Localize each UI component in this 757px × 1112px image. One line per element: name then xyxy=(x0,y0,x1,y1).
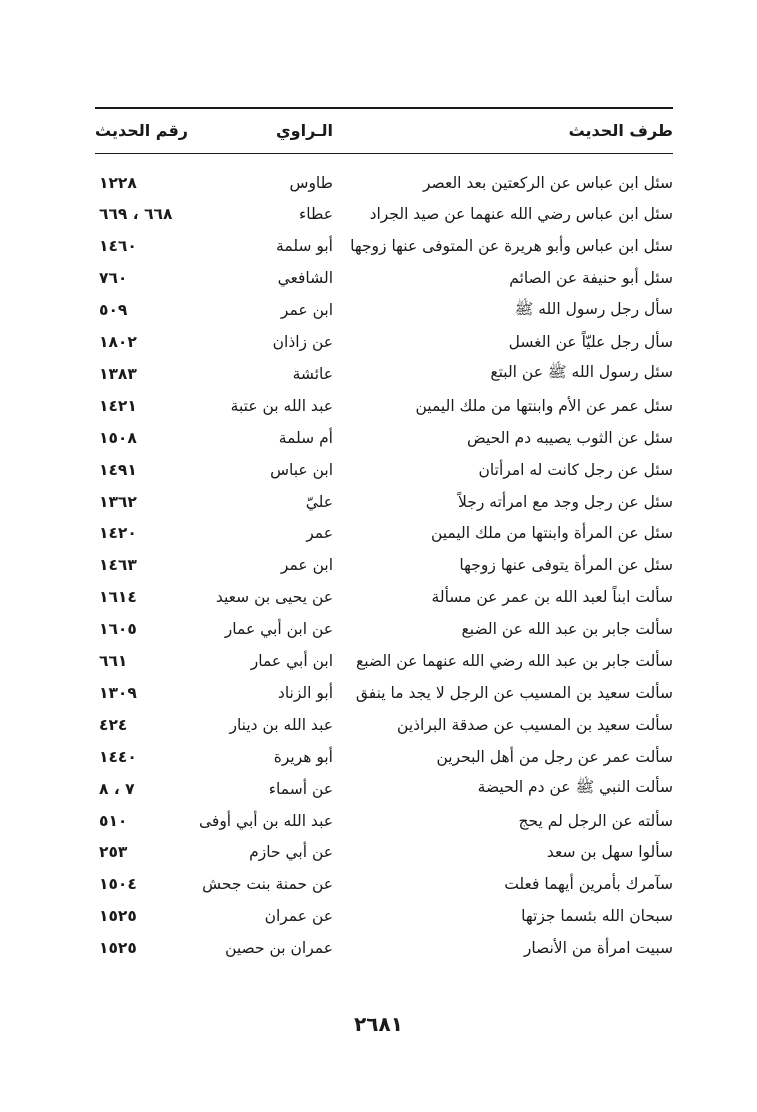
hadith-text: سئل عن رجل وجد مع امرأته رجلاً xyxy=(458,492,673,511)
hadith-number: ١٥٢٥ xyxy=(99,907,137,926)
rawi-name: ابن عمر xyxy=(280,556,333,575)
hadith-number: ١٤٦٠ xyxy=(99,237,137,256)
table-row xyxy=(95,421,673,454)
hadith-number: ١٢٢٨ xyxy=(99,173,137,192)
hadith-number: ٥١٠ xyxy=(99,811,128,830)
table-row xyxy=(95,198,673,231)
table-header xyxy=(95,112,673,148)
hadith-number: ٤٢٤ xyxy=(99,715,128,734)
table-row xyxy=(95,676,673,709)
rawi-name: عن ابن أبي عمار xyxy=(224,620,333,639)
hadith-text: سألت جابر بن عبد الله رضي الله عنهما عن الضبع xyxy=(355,652,673,670)
rawi-name: عليّ xyxy=(305,492,333,511)
hadith-text: سئل رسول الله ﷺ عن البتع xyxy=(490,363,673,382)
table-row xyxy=(95,389,673,422)
rawi-name: عمر xyxy=(306,524,333,543)
hadith-number: ٦٦١ xyxy=(99,652,128,670)
hadith-number: ٦٦٨ ، ٦٦٩ xyxy=(99,205,173,224)
table-row xyxy=(95,326,673,359)
hadith-text: سألت جابر بن عبد الله عن الضبع xyxy=(461,620,673,639)
hadith-text: سألته عن الرجل لم يحج xyxy=(518,811,673,830)
table-row xyxy=(95,453,673,486)
table-row xyxy=(95,836,673,869)
hadith-text: سئل عن الثوب يصيبه دم الحيض xyxy=(466,428,673,447)
table-row xyxy=(95,613,673,646)
hadith-number: ١٤٦٣ xyxy=(99,556,137,575)
hadith-text: سبيت امرأة من الأنصار xyxy=(523,939,673,958)
hadith-text: سألت عمر عن رجل من أهل البحرين xyxy=(436,747,673,766)
hadith-text: سألت سعيد بن المسيب عن الرجل لا يجد ما ينفق xyxy=(355,683,673,702)
hadith-text: سئل عن المرأة وابنتها من ملك اليمين xyxy=(430,524,673,543)
hadith-number: ١٦٠٥ xyxy=(99,620,137,639)
table-row xyxy=(95,868,673,901)
table-row xyxy=(95,166,673,199)
rawi-name: عبد الله بن عتبة xyxy=(230,396,333,415)
hadith-text: سئل أبو حنيفة عن الصائم xyxy=(509,269,673,288)
hadith-text: سبحان الله بئسما جزتها xyxy=(521,907,673,926)
hadith-number: ٥٠٩ xyxy=(99,301,128,320)
hadith-number: ١٣٨٣ xyxy=(99,364,137,383)
hadith-text: سئل عن رجل كانت له امرأتان xyxy=(478,460,673,479)
rawi-name: ابن أبي عمار xyxy=(250,652,333,670)
hadith-number: ١٥٢٥ xyxy=(99,939,137,958)
hadith-text: سألوا سهل بن سعد xyxy=(546,843,673,862)
rawi-name: ابن عباس xyxy=(270,460,333,479)
header-rawi: الـراوي xyxy=(275,120,333,140)
hadith-text: سئل ابن عباس وأبو هريرة عن المتوفى عنها زوجها xyxy=(350,237,673,256)
rawi-name: أم سلمة xyxy=(278,428,333,447)
rawi-name: عن أسماء xyxy=(268,779,333,798)
hadith-text: سئل عمر عن الأم وابنتها من ملك اليمين xyxy=(415,396,673,415)
table-row xyxy=(95,804,673,837)
table-row xyxy=(95,581,673,614)
rawi-name: أبو سلمة xyxy=(276,237,333,256)
rawi-name: الشافعي xyxy=(277,269,333,288)
hadith-number: ١٣٠٩ xyxy=(99,683,137,702)
table-row xyxy=(95,932,673,965)
header-number: رقم الحديث xyxy=(95,120,189,140)
rawi-name: عن زاذان xyxy=(272,333,333,351)
hadith-text: سألت ابناً لعبد الله بن عمر عن مسألة xyxy=(431,588,673,607)
hadith-number: ١٣٦٢ xyxy=(99,492,137,511)
hadith-number: ١٥٠٨ xyxy=(99,428,137,447)
table-row xyxy=(95,357,673,390)
header-rule xyxy=(95,153,673,154)
table-row xyxy=(95,230,673,263)
table-row xyxy=(95,772,673,805)
hadith-number: ٢٥٣ xyxy=(99,843,128,862)
hadith-text: سآمرك بأمرين أيهما فعلت xyxy=(504,875,673,894)
hadith-text: سألت النبي ﷺ عن دم الحيضة xyxy=(477,778,673,797)
hadith-text: سأل رجل عليّاً عن الغسل xyxy=(508,333,673,351)
rawi-name: عن عمران xyxy=(264,907,333,926)
table-row xyxy=(95,517,673,550)
rawi-name: عن حمنة بنت جحش xyxy=(202,875,333,894)
hadith-text: سألت سعيد بن المسيب عن صدقة البراذين xyxy=(397,715,673,734)
hadith-text: سئل ابن عباس عن الركعتين بعد العصر xyxy=(422,173,673,192)
header-hadith: طرف الحديث xyxy=(568,120,673,140)
rawi-name: عبد الله بن دينار xyxy=(229,715,333,734)
table-row xyxy=(95,485,673,518)
table-row xyxy=(95,900,673,933)
hadith-number: ٧٦٠ xyxy=(99,269,128,288)
hadith-number: ١٤٢٠ xyxy=(99,524,137,543)
top-rule xyxy=(95,107,673,109)
hadith-number: ٧ ، ٨ xyxy=(99,779,135,798)
rawi-name: عبد الله بن أبي أوفى xyxy=(198,811,333,830)
table-row xyxy=(95,549,673,582)
rawi-name: ابن عمر xyxy=(280,301,333,320)
table-row xyxy=(95,262,673,295)
rawi-name: طاوس xyxy=(289,173,333,192)
hadith-number: ١٤٤٠ xyxy=(99,747,137,766)
hadith-number: ١٥٠٤ xyxy=(99,875,137,894)
page-number: ٢٦٨١ xyxy=(354,1012,403,1036)
hadith-number: ١٨٠٢ xyxy=(99,333,137,351)
table-row xyxy=(95,294,673,327)
rawi-name: عن يحيى بن سعيد xyxy=(215,588,333,607)
rawi-name: أبو هريرة xyxy=(273,747,333,766)
hadith-text: سئل عن المرأة يتوفى عنها زوجها xyxy=(459,556,673,575)
hadith-number: ١٤٢١ xyxy=(99,396,137,415)
hadith-text: سأل رجل رسول الله ﷺ xyxy=(514,299,673,318)
table-row xyxy=(95,645,673,678)
rawi-name: عن أبي حازم xyxy=(249,843,333,862)
rawi-name: عائشة xyxy=(292,364,333,383)
hadith-text: سئل ابن عباس رضي الله عنهما عن صيد الجراد xyxy=(369,205,673,224)
table-row xyxy=(95,740,673,773)
rawi-name: عمران بن حصين xyxy=(225,939,333,958)
rawi-name: أبو الزناد xyxy=(277,683,333,702)
hadith-number: ١٤٩١ xyxy=(99,460,137,479)
hadith-number: ١٦١٤ xyxy=(99,588,137,607)
table-row xyxy=(95,708,673,741)
rawi-name: عطاء xyxy=(299,205,333,224)
